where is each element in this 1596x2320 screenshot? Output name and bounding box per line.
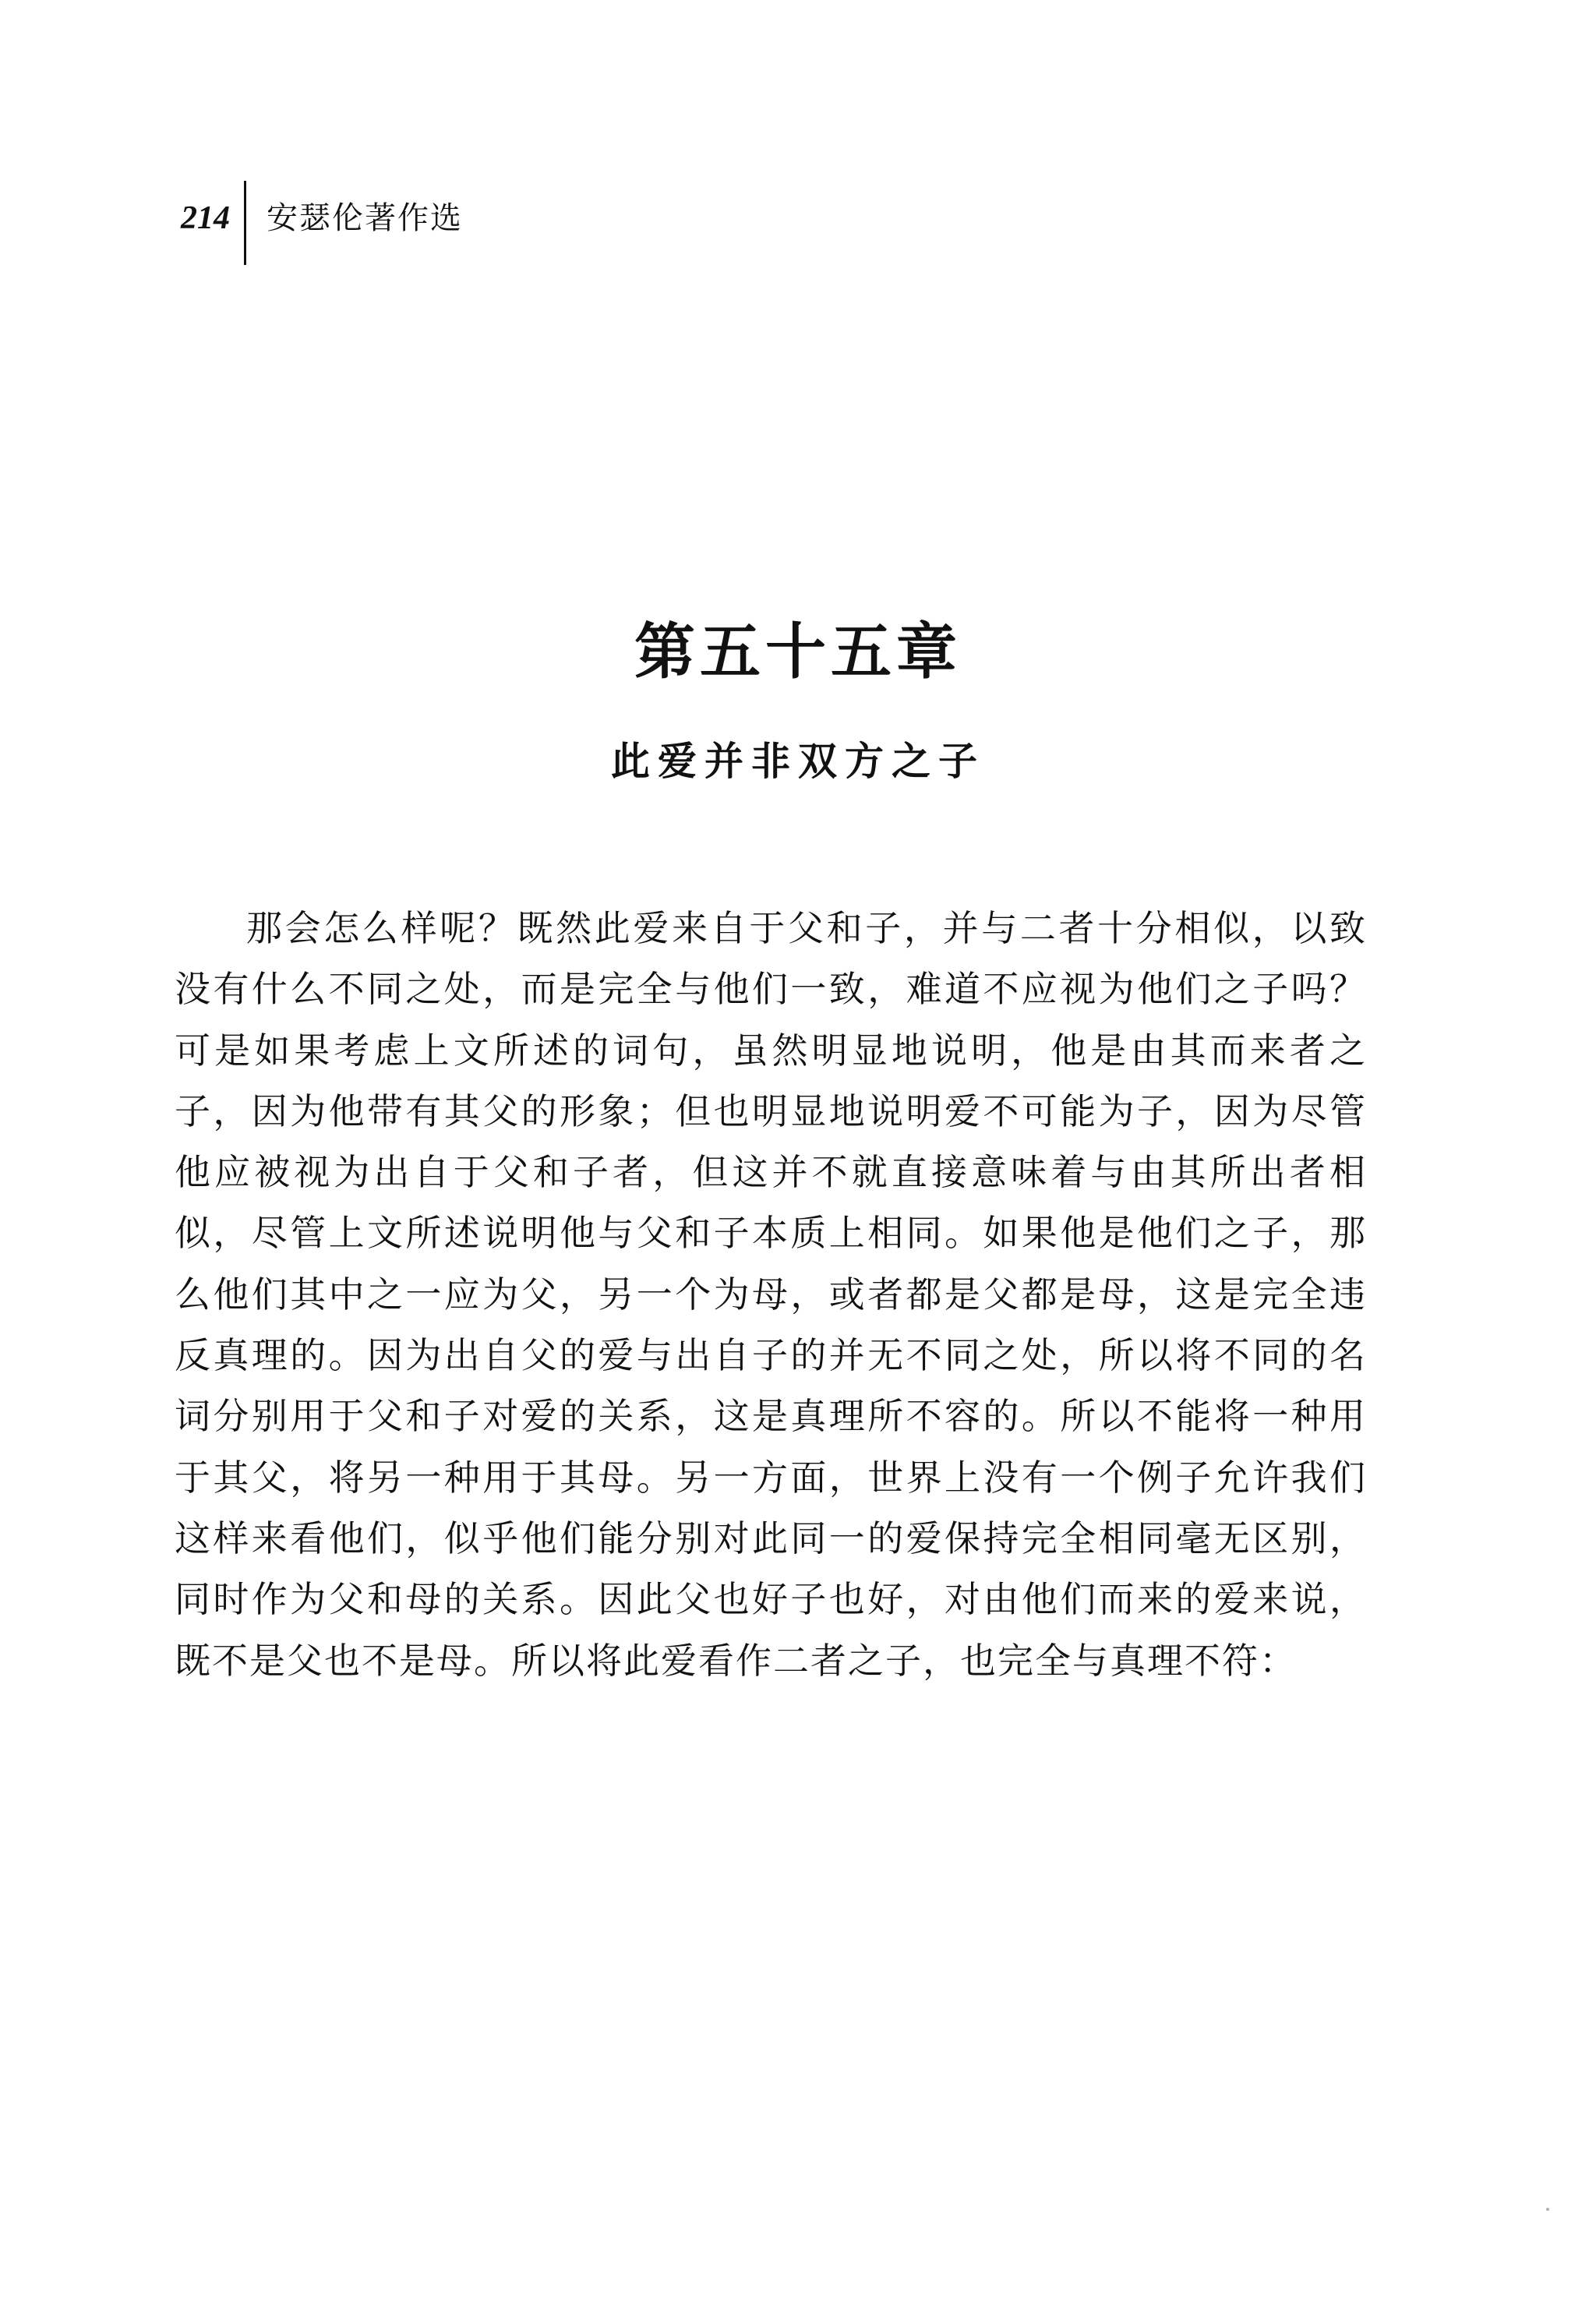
scan-artifact — [1546, 2208, 1549, 2211]
book-title: 安瑟伦著作选 — [267, 200, 463, 236]
chapter-subtitle: 此爱并非双方之子 — [611, 738, 985, 784]
page-number: 214 — [181, 200, 230, 236]
chapter-title: 第五十五章 — [634, 616, 962, 688]
running-header — [181, 181, 463, 267]
body-paragraph: 那会怎么样呢？既然此爱来自于父和子，并与二者十分相似，以致没有什么不同之处，而是完全与他们一致，难道不应视为他们之子吗？可是如果考虑上文所述的词句，虽然明显地说明，他是由其而来者之子，因为他带有其父的形象；但也明显地说明爱不可能为子，因为尽管他应被视为出自于父和子者，但这并不就直接意味着与由其所出者相似，尽管上文所述说明他与父和子本质上相同。如果他是他们之子，那么他们其中之一应为父，另一个为母，或者都是父都是母，这是完全违反真理的。因为出自父的爱与出自子的并无不同之处，所以将不同的名词分别用于父和子对爱的关系，这是真理所不容的。所以不能将一种用于其父，将另一种用于其母。另一方面，世界上没有一个例子允许我们这样来看他们，似乎他们能分别对此同一的爱保持完全相同毫无区别，同时作为父和母的关系。因此父也好子也好，对由他们而来的爱来说，既不是父也不是母。所以将此爱看作二者之子，也完全与真理不符： — [175, 907, 1367, 1682]
